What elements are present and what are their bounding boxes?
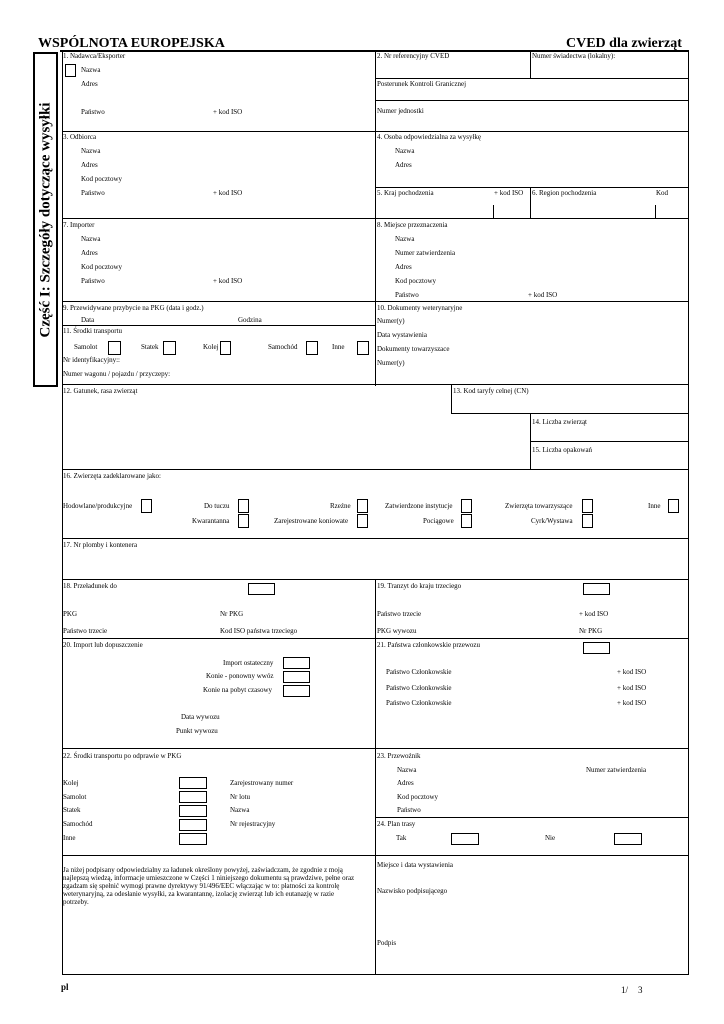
box18-title: 18. Przeładunek do [63,582,117,590]
box16-slaughter-label: Rzeźne [330,502,351,510]
box16-other-checkbox[interactable] [668,499,679,513]
box1-title: 1. Nadawca/Eksporter [63,52,126,60]
box16-registered-label: Zarejestrowane koniowate [274,517,349,525]
box16-other-label: Inne [648,502,661,510]
box17-title: 17. Nr plomby i kontenera [63,541,138,549]
box21-row3-label: Państwo Członkowskie [386,699,452,707]
box20-exitpoint-label: Punkt wywozu [176,727,218,735]
box16-pets-label: Zwierzęta towarzyszące [505,502,573,510]
box11-id-label: Nr identyfikacyjny:: [63,356,120,364]
box10-issued-label: Data wystawienia [377,331,427,339]
declaration-line-4: weterynaryjną, za odesłanie wysyłki, za kwarantannę, izolację zwierząt lub ich eutanazję w razie [63,890,335,898]
box3-iso-label: + kod ISO [213,189,243,197]
box11-title: 11. Środki transportu [63,327,123,335]
box22-regno-label: Nr rejestracyjny [230,820,276,828]
box22-other-label: Inne [63,834,76,842]
box1-country-label: Państwo [81,108,105,116]
declaration-line-5: potrzeby. [63,898,89,906]
box22-road-checkbox[interactable] [179,819,207,831]
box22-road-label: Samochód [63,820,93,828]
box14-title: 14. Liczba zwierząt [532,418,587,426]
box24-no-checkbox[interactable] [614,833,642,845]
box8-iso-label: + kod ISO [528,291,558,299]
footer-page: 1/ [621,985,629,995]
box16-breeding-label: Hodowlane/produkcyjne [63,502,133,510]
box3-postcode-label: Kod pocztowy [81,175,123,183]
declaration-line-2: najlepszą wiedzą, informacje umieszczone w Części 1 niniejszego dokumentu są prawdziwe, pełne oraz [63,874,355,882]
box16-approved-checkbox[interactable] [461,499,472,513]
box16-circus-label: Cyrk/Wystawa [531,517,573,525]
box18-checkbox[interactable] [248,583,275,595]
declaration-line-1: Ja niżej podpisany odpowiedzialny za ładunek określony powyżej, zaświadczam, że zgodnie z moją [63,866,343,874]
box9-time-label: Godzina [238,316,262,324]
box6-title: 6. Region pochodzenia [532,189,597,197]
box7-postcode-label: Kod pocztowy [81,263,123,271]
box22-name-label: Nazwa [230,806,250,814]
box12-title: 12. Gatunek, rasa zwierząt [63,387,138,395]
box8-postcode-label: Kod pocztowy [395,277,437,285]
box22-plane-label: Samolot [63,793,87,801]
box11-road-checkbox[interactable] [306,341,318,355]
box7-name-label: Nazwa [81,235,101,243]
box16-fattening-label: Do tuczu [204,502,230,510]
box19-iso-label: + kod ISO [579,610,609,618]
box7-address-label: Adres [81,249,98,257]
box11-other-checkbox[interactable] [357,341,369,355]
declaration-signature-label: Podpis [377,939,397,947]
box10-number-label: Numer(y) [377,317,405,325]
form-title-right: CVED dla zwierząt [566,36,682,51]
box8-name-label: Nazwa [395,235,415,243]
footer-total: 3 [638,985,643,995]
box20-title: 20. Import lub dopuszczenie [63,641,143,649]
form-title-left: WSPÓLNOTA EUROPEJSKA [38,36,225,51]
box24-title: 24. Plan trasy [377,820,416,828]
box16-pets-checkbox[interactable] [582,499,593,513]
box11-plane-label: Samolot [74,343,98,351]
box16-draught-label: Pociągowe [423,517,454,525]
box19-title: 19. Tranzyt do kraju trzeciego [377,582,462,590]
box16-draught-checkbox[interactable] [461,514,472,528]
box18-pkgno-label: Nr PKG [220,610,244,618]
box16-quarantine-checkbox[interactable] [238,514,249,528]
box10-number2-label: Numer(y) [377,359,405,367]
box10-title: 10. Dokumenty weterynaryjne [377,304,463,312]
box16-title: 16. Zwierzęta zadeklarowane jako: [63,472,161,480]
box21-checkbox[interactable] [583,642,610,654]
box22-ship-checkbox[interactable] [179,805,207,817]
box22-plane-checkbox[interactable] [179,791,207,803]
box11-rail-checkbox[interactable] [220,341,231,355]
box18-isothird-label: Kod ISO państwa trzeciego [220,627,298,635]
box23-postcode-label: Kod pocztowy [397,793,439,801]
box2-post-label: Posterunek Kontroli Granicznej [377,80,467,88]
box22-flight-label: Nr lotu [230,793,251,801]
box24-yes-label: Tak [396,834,407,842]
box3-address-label: Adres [81,161,98,169]
declaration-signer-label: Nazwisko podpisującego [377,887,448,895]
box20-final-checkbox[interactable] [283,657,310,669]
box22-rail-label: Kolej [63,779,79,787]
box20-exitdate-label: Data wywozu [181,713,220,721]
box23-country-label: Państwo [397,806,421,814]
box3-title: 3. Odbiorca [63,133,97,141]
box16-registered-checkbox[interactable] [357,514,368,528]
box20-temporary-label: Konie na pobyt czasowy [203,686,273,694]
box16-quarantine-label: Kwarantanna [192,517,230,525]
box19-exit-label: PKG wywozu [377,627,417,635]
box6-code-label: Kod [656,189,669,197]
box1-address-label: Adres [81,80,98,88]
box2-unit-label: Numer jednostki [377,107,424,115]
box22-ship-label: Statek [63,806,81,814]
box11-other-label: Inne [332,343,345,351]
box15-title: 15. Liczba opakowań [532,446,593,454]
box7-title: 7. Importer [63,221,95,229]
box21-row3-iso: + kod ISO [617,699,647,707]
box7-iso-label: + kod ISO [213,277,243,285]
box3-name-label: Nazwa [81,147,101,155]
box8-address-label: Adres [395,263,412,271]
box1-checkbox[interactable] [65,64,76,77]
box9-title: 9. Przewidywane przybycie na PKG (data i godz.) [63,304,204,312]
box20-temporary-checkbox[interactable] [283,685,310,697]
box23-address-label: Adres [397,779,414,787]
sidebar-title: Część I: Szczegóły dotyczące wysyłki [37,102,54,338]
declaration-line-3: zgadzam się spełnić wymogi prawne dyrektywy 91/496/EEC włączając w to: płatności za kontrolę [63,882,340,890]
box11-wagon-label: Numer wagonu / pojazdu / przyczepy: [63,370,171,378]
box21-row2-iso: + kod ISO [617,684,647,692]
box20-reexport-label: Konie - ponowny wwóz [206,672,274,680]
box22-reg-label: Zarejestrowany numer [230,779,294,787]
box5-iso-label: + kod ISO [494,189,524,197]
box16-breeding-checkbox[interactable] [141,499,152,513]
box21-title: 21. Państwa członkowskie przewozu [377,641,481,649]
box8-approval-label: Numer zatwierdzenia [395,249,456,257]
box11-plane-checkbox[interactable] [108,341,121,355]
box11-rail-label: Kolej [203,343,219,351]
box1-iso-label: + kod ISO [213,108,243,116]
box24-no-label: Nie [545,834,556,842]
box16-slaughter-checkbox[interactable] [357,499,368,513]
box16-circus-checkbox[interactable] [582,514,593,528]
box21-row1-label: Państwo Członkowskie [386,668,452,676]
box19-pkgno-label: Nr PKG [579,627,603,635]
box23-title: 23. Przewoźnik [377,752,421,760]
box22-title: 22. Środki transportu po odprawie w PKG [63,752,182,760]
box9-date-label: Data [81,316,95,324]
box23-name-label: Nazwa [397,766,417,774]
box18-third-label: Państwo trzecie [63,627,108,635]
box3-country-label: Państwo [81,189,105,197]
box11-road-label: Samochód [268,343,298,351]
box13-title: 13. Kod taryfy celnej (CN) [453,387,529,395]
box2-cert-label: Numer świadectwa (lokalny): [532,52,616,60]
box21-row1-iso: + kod ISO [617,668,647,676]
box11-ship-checkbox[interactable] [163,341,176,355]
box16-fattening-checkbox[interactable] [238,499,249,513]
box23-approval-label: Numer zatwierdzenia [586,766,647,774]
box4-title: 4. Osoba odpowiedzialna za wysyłkę [377,133,481,141]
box22-rail-checkbox[interactable] [179,777,207,789]
box4-name-label: Nazwa [395,147,415,155]
box21-row2-label: Państwo Członkowskie [386,684,452,692]
box18-pkg-label: PKG [63,610,78,618]
box7-country-label: Państwo [81,277,105,285]
box22-other-checkbox[interactable] [179,833,207,845]
box16-approved-label: Zatwierdzone instytucje [385,502,453,510]
box1-name-label: Nazwa [81,66,101,74]
box19-checkbox[interactable] [583,583,610,595]
box24-yes-checkbox[interactable] [451,833,479,845]
box11-ship-label: Statek [141,343,159,351]
box5-title: 5. Kraj pochodzenia [377,189,434,197]
box19-third-label: Państwo trzecie [377,610,422,618]
box20-reexport-checkbox[interactable] [283,671,310,683]
box8-title: 8. Miejsce przeznaczenia [377,221,448,229]
box4-address-label: Adres [395,161,412,169]
box10-accompanying-label: Dokumenty towarzyszace [377,345,450,353]
declaration-place-label: Miejsce i data wystawienia [377,861,454,869]
footer-lang: pl [61,982,69,992]
box20-final-label: Import ostateczny [223,659,274,667]
box8-country-label: Państwo [395,291,419,299]
box2-title: 2. Nr referencyjny CVED [377,52,450,60]
